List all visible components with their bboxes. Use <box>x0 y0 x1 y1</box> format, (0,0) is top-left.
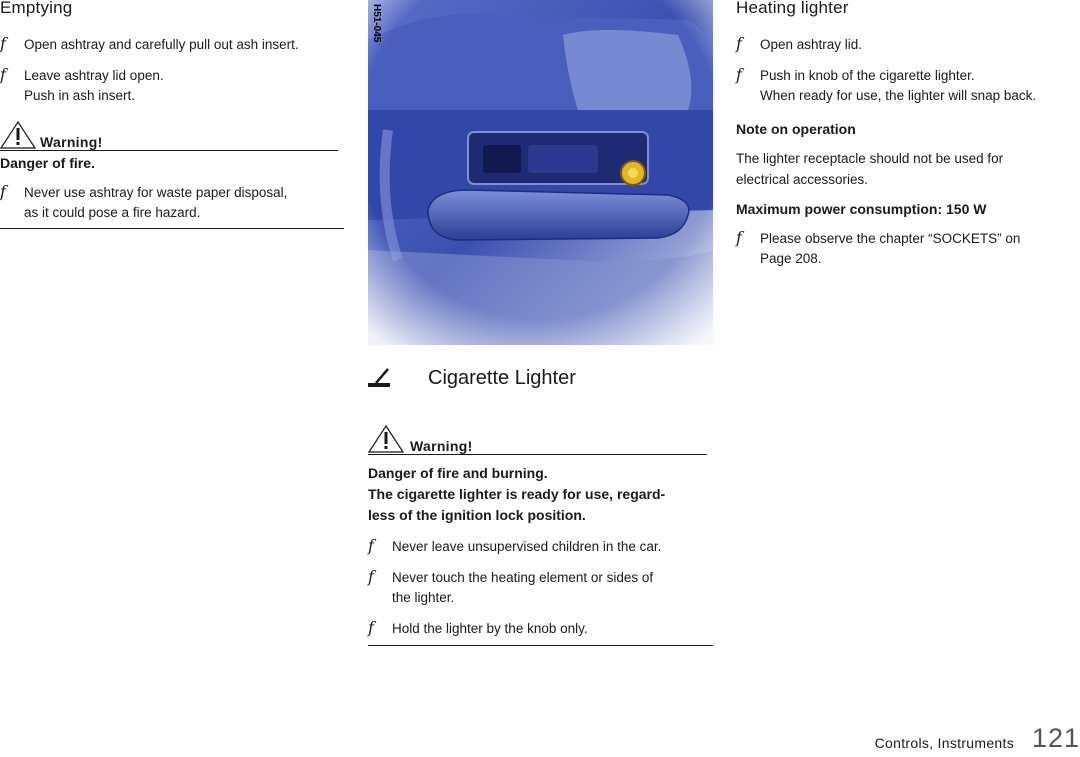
column-left <box>0 0 344 229</box>
list-item: f Please observe the chapter “SOCKETS” on Page 208. <box>736 227 1021 266</box>
list-item: f Never use ashtray for waste paper disposal, as it could pose a fire hazard. <box>0 183 344 229</box>
list-item: f Open ashtray lid. <box>736 34 863 53</box>
danger-text: Danger of fire. <box>0 154 95 171</box>
heading-emptying: Emptying <box>0 0 73 17</box>
danger-text: Danger of fire and burning. <box>368 465 548 481</box>
heading-heating-lighter: Heating lighter <box>736 0 849 17</box>
warning-header <box>0 121 344 151</box>
bullet-icon: f <box>368 566 374 586</box>
bullet-icon: f <box>736 64 742 84</box>
section-title: Cigarette Lighter <box>428 367 576 389</box>
max-power-text: Maximum power consumption: 150 W <box>736 200 987 217</box>
list-item: f Never leave unsupervised children in the car. <box>368 536 662 555</box>
middle-warning-body <box>368 463 713 646</box>
bullet-icon: f <box>0 64 6 84</box>
bullet-icon: f <box>0 181 6 201</box>
warning-rule <box>0 150 338 151</box>
bullet-icon: f <box>736 34 742 53</box>
warning-label: Warning! <box>40 133 103 150</box>
warning-triangle-icon <box>0 121 36 149</box>
danger-text: less of the ignition lock position. <box>368 507 586 523</box>
list-item: f Push in knob of the cigarette lighter. When ready for use, the lighter will snap back. <box>736 64 1037 103</box>
list-item: f Leave ashtray lid open. Push in ash insert. <box>0 64 164 103</box>
figure-code: H51-045 <box>371 4 382 43</box>
column-right <box>736 0 1080 270</box>
list-item: f Never touch the heating element or sides of the lighter. <box>368 566 654 605</box>
warning-header <box>368 425 713 455</box>
note-title: Note on operation <box>736 120 856 137</box>
list-item: f Hold the lighter by the knob only. <box>368 619 713 647</box>
danger-text: The cigarette lighter is ready for use, regard- <box>368 486 666 502</box>
warning-rule <box>368 454 707 455</box>
warning-label: Warning! <box>410 438 473 454</box>
warning-triangle-icon <box>368 425 404 453</box>
page-footer <box>840 725 1080 757</box>
bullet-icon: f <box>368 617 374 637</box>
list-item: f Open ashtray and carefully pull out ash insert. <box>0 34 299 53</box>
bullet-icon: f <box>0 34 6 53</box>
bullet-icon: f <box>736 227 742 247</box>
bullet-icon: f <box>368 536 374 555</box>
footer-section: Controls, Instruments <box>874 735 1014 751</box>
note-text: The lighter receptacle should not be used for electrical accessories. <box>736 150 1004 187</box>
lighter-icon <box>368 367 394 387</box>
page-number: 121 <box>1031 723 1080 753</box>
lighter-illustration <box>368 0 713 345</box>
